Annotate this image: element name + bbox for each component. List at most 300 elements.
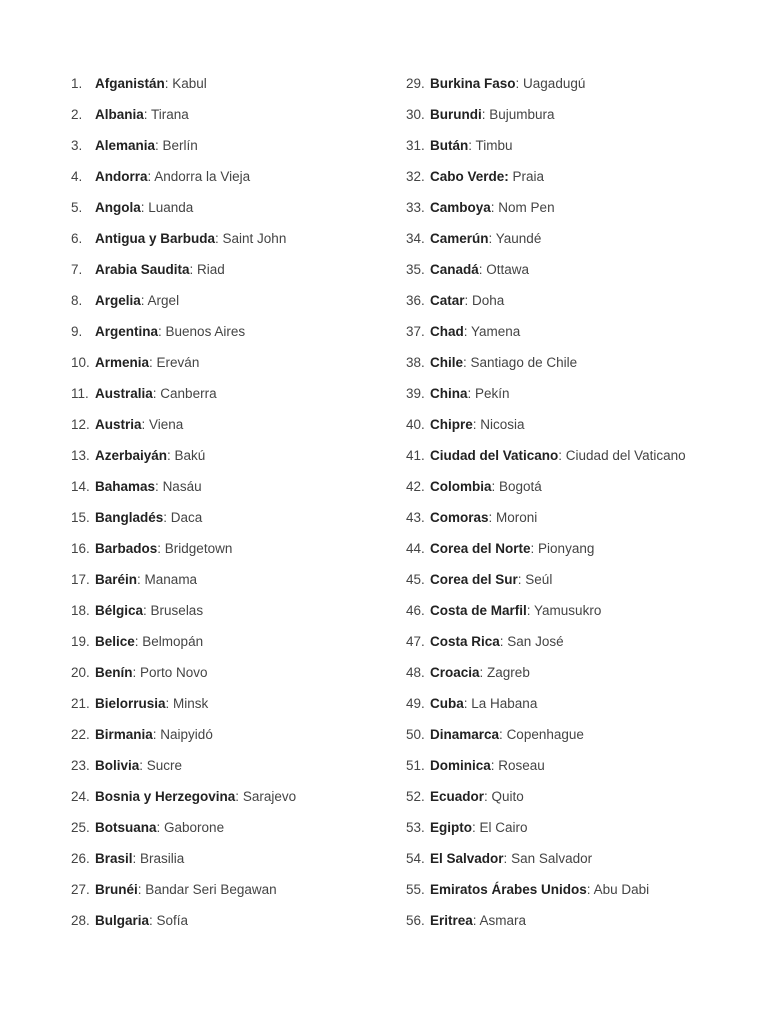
item-number: 31. (406, 138, 425, 153)
capital-name: Saint John (222, 231, 287, 246)
capital-name: Seúl (525, 572, 553, 587)
separator: : (147, 169, 155, 184)
separator: : (463, 324, 472, 339)
country-name: Alemania (95, 138, 156, 153)
item-number: 23. (71, 758, 90, 773)
capital-name: Pionyang (538, 541, 595, 556)
separator: : (586, 882, 594, 897)
separator: : (164, 76, 173, 91)
list-item (71, 414, 391, 445)
list-item (406, 135, 746, 166)
item-text (95, 476, 202, 498)
country-name: Birmania (95, 727, 153, 742)
country-name: Burkina Faso (430, 76, 516, 91)
item-number: 47. (406, 634, 425, 649)
list-item (71, 259, 391, 290)
item-number: 34. (406, 231, 425, 246)
country-list-right (406, 73, 746, 941)
list-item (406, 290, 746, 321)
separator: : (490, 200, 499, 215)
country-name: Angola (95, 200, 141, 215)
separator: : (515, 76, 524, 91)
item-number: 14. (71, 479, 90, 494)
item-number: 24. (71, 789, 90, 804)
capital-name: Moroni (496, 510, 538, 525)
capital-name: Nom Pen (498, 200, 555, 215)
capital-name: Praia (512, 169, 545, 184)
country-name: Bielorrusia (95, 696, 166, 711)
item-text (430, 662, 530, 684)
country-name: Croacia (430, 665, 480, 680)
country-name: Costa de Marfil (430, 603, 527, 618)
capital-name: El Cairo (479, 820, 528, 835)
item-number: 53. (406, 820, 425, 835)
list-item (71, 569, 391, 600)
list-item (71, 538, 391, 569)
separator: : (167, 448, 175, 463)
item-text (95, 879, 277, 901)
capital-name: Riad (197, 262, 225, 277)
item-number: 20. (71, 665, 90, 680)
item-text (430, 755, 545, 777)
capital-name: Copenhague (506, 727, 584, 742)
capital-name: Abu Dabi (593, 882, 650, 897)
list-item (71, 383, 391, 414)
capital-name: Uagadugú (523, 76, 586, 91)
country-name: Brunéi (95, 882, 138, 897)
country-name: Camerún (430, 231, 489, 246)
item-text (95, 569, 197, 591)
item-number: 50. (406, 727, 425, 742)
list-item (71, 662, 391, 693)
list-item (406, 600, 746, 631)
country-name: Chile (430, 355, 464, 370)
capital-name: Ciudad del Vaticano (565, 448, 686, 463)
item-text (95, 662, 208, 684)
item-number: 8. (71, 293, 83, 308)
country-name: Belice (95, 634, 135, 649)
separator: : (468, 138, 476, 153)
separator: : (558, 448, 566, 463)
item-number: 49. (406, 696, 425, 711)
capital-name: Santiago de Chile (470, 355, 578, 370)
country-name: Chipre (430, 417, 473, 432)
separator: : (490, 758, 499, 773)
separator: : (503, 851, 512, 866)
country-name: Botsuana (95, 820, 157, 835)
list-item (406, 321, 746, 352)
list-item (406, 538, 746, 569)
item-number: 52. (406, 789, 425, 804)
item-text (430, 507, 537, 529)
item-number: 19. (71, 634, 90, 649)
capital-name: Manama (144, 572, 198, 587)
separator: : (152, 386, 161, 401)
separator: : (143, 603, 151, 618)
capital-name: Kabul (172, 76, 207, 91)
item-number: 38. (406, 355, 425, 370)
separator: : (464, 293, 473, 308)
capital-name: Canberra (160, 386, 217, 401)
item-text (95, 507, 202, 529)
item-text (430, 228, 541, 250)
item-number: 15. (71, 510, 90, 525)
list-item (71, 290, 391, 321)
separator: : (488, 510, 497, 525)
separator: : (478, 262, 487, 277)
country-name: El Salvador (430, 851, 504, 866)
capital-name: Tirana (151, 107, 189, 122)
item-text (430, 352, 577, 374)
item-text (430, 693, 537, 715)
list-item (71, 910, 391, 941)
item-text (95, 693, 208, 715)
item-text (95, 414, 183, 436)
separator: : (157, 541, 165, 556)
list-item (406, 569, 746, 600)
separator: : (484, 789, 492, 804)
capital-name: Bakú (174, 448, 206, 463)
list-item (406, 693, 746, 724)
separator: : (143, 107, 152, 122)
country-name: Catar (430, 293, 465, 308)
separator: : (132, 851, 141, 866)
separator: : (235, 789, 243, 804)
item-number: 43. (406, 510, 425, 525)
separator: : (141, 417, 150, 432)
item-text (95, 848, 184, 870)
capital-name: Yaundé (495, 231, 542, 246)
list-item (406, 197, 746, 228)
country-name: Benín (95, 665, 133, 680)
country-name: Costa Rica (430, 634, 500, 649)
item-text (430, 135, 513, 157)
country-name: Burundi (430, 107, 482, 122)
item-text (95, 786, 296, 808)
list-item (406, 228, 746, 259)
item-text (95, 445, 205, 467)
item-text (95, 755, 182, 777)
country-name: Argelia (95, 293, 141, 308)
item-number: 13. (71, 448, 90, 463)
separator: : (140, 200, 149, 215)
separator: : (132, 665, 141, 680)
country-name: Austria (95, 417, 142, 432)
country-name: Camboya (430, 200, 491, 215)
country-name: Albania (95, 107, 144, 122)
item-text (430, 600, 601, 622)
item-number: 29. (406, 76, 425, 91)
item-text (95, 321, 245, 343)
separator: : (472, 417, 481, 432)
country-name: Azerbaiyán (95, 448, 168, 463)
country-name: Egipto (430, 820, 472, 835)
separator: : (215, 231, 223, 246)
separator: : (491, 479, 500, 494)
list-item (71, 755, 391, 786)
separator: : (472, 913, 480, 928)
country-list-left (71, 73, 391, 941)
list-item (406, 352, 746, 383)
item-number: 16. (71, 541, 90, 556)
item-number: 36. (406, 293, 425, 308)
list-item (406, 445, 746, 476)
item-text (430, 476, 542, 498)
country-name: Australia (95, 386, 153, 401)
country-name: Canadá (430, 262, 479, 277)
item-number: 37. (406, 324, 425, 339)
list-item (71, 507, 391, 538)
capital-name: Bujumbura (489, 107, 555, 122)
country-name: Corea del Sur (430, 572, 518, 587)
country-name: Cuba (430, 696, 464, 711)
capital-name: Buenos Aires (165, 324, 246, 339)
item-text (95, 73, 207, 95)
item-text (430, 631, 564, 653)
list-item (406, 507, 746, 538)
capital-name: Yamena (471, 324, 521, 339)
item-text (95, 910, 188, 932)
separator: : (463, 355, 471, 370)
item-number: 17. (71, 572, 90, 587)
capital-name: San José (507, 634, 564, 649)
list-item (406, 817, 746, 848)
item-number: 25. (71, 820, 90, 835)
country-name: Brasil (95, 851, 133, 866)
country-name: Bélgica (95, 603, 144, 618)
item-number: 54. (406, 851, 425, 866)
separator: : (140, 293, 148, 308)
item-text (430, 383, 510, 405)
item-number: 21. (71, 696, 90, 711)
country-name: Dominica (430, 758, 491, 773)
country-name: Andorra (95, 169, 148, 184)
separator: : (137, 882, 146, 897)
item-text (430, 786, 524, 808)
item-number: 5. (71, 200, 83, 215)
capital-name: Bandar Seri Begawan (145, 882, 277, 897)
list-item (71, 879, 391, 910)
item-text (430, 104, 555, 126)
separator: : (152, 727, 161, 742)
separator: : (467, 386, 476, 401)
list-item (71, 321, 391, 352)
list-item (406, 73, 746, 104)
capital-name: Asmara (479, 913, 527, 928)
list-item (71, 848, 391, 879)
separator: : (189, 262, 198, 277)
item-number: 42. (406, 479, 425, 494)
list-item (406, 476, 746, 507)
country-name: China (430, 386, 468, 401)
item-number: 10. (71, 355, 90, 370)
list-item (71, 786, 391, 817)
item-text (430, 817, 528, 839)
country-name: Baréin (95, 572, 138, 587)
separator: : (137, 572, 145, 587)
item-text (430, 848, 592, 870)
list-item (71, 445, 391, 476)
capital-name: Ereván (156, 355, 200, 370)
item-text (95, 538, 232, 560)
country-name: Armenia (95, 355, 150, 370)
separator: : (517, 572, 526, 587)
country-name: Cabo Verde: (430, 169, 509, 184)
item-number: 18. (71, 603, 90, 618)
separator: : (165, 696, 174, 711)
item-number: 30. (406, 107, 425, 122)
item-text (95, 135, 198, 157)
item-number: 1. (71, 76, 83, 91)
country-name: Comoras (430, 510, 489, 525)
capital-name: Argel (147, 293, 180, 308)
country-name: Barbados (95, 541, 158, 556)
item-text (95, 724, 213, 746)
capital-name: Nasáu (162, 479, 202, 494)
item-number: 6. (71, 231, 83, 246)
list-item (71, 631, 391, 662)
item-number: 22. (71, 727, 90, 742)
country-name: Afganistán (95, 76, 165, 91)
capital-name: Doha (472, 293, 505, 308)
item-text (95, 600, 203, 622)
item-number: 46. (406, 603, 425, 618)
list-item (406, 631, 746, 662)
country-name: Ecuador (430, 789, 485, 804)
item-text (95, 817, 224, 839)
capital-name: Berlín (162, 138, 198, 153)
item-number: 51. (406, 758, 425, 773)
capital-name: Quito (491, 789, 524, 804)
item-number: 45. (406, 572, 425, 587)
list-item (406, 414, 746, 445)
capital-name: Timbu (475, 138, 513, 153)
country-name: Corea del Norte (430, 541, 531, 556)
item-number: 48. (406, 665, 425, 680)
capital-name: Yamusukro (534, 603, 602, 618)
item-text (430, 73, 585, 95)
separator: : (499, 727, 507, 742)
list-item (406, 724, 746, 755)
separator: : (156, 820, 165, 835)
item-number: 27. (71, 882, 90, 897)
separator: : (149, 913, 157, 928)
item-text (95, 290, 179, 312)
country-name: Ciudad del Vaticano (430, 448, 559, 463)
separator: : (134, 634, 143, 649)
capital-name: Minsk (173, 696, 209, 711)
capital-name: Brasilia (140, 851, 185, 866)
capital-name: Zagreb (487, 665, 530, 680)
country-name: Bangladés (95, 510, 164, 525)
item-number: 39. (406, 386, 425, 401)
separator: : (481, 107, 490, 122)
country-name: Colombia (430, 479, 492, 494)
list-item (406, 662, 746, 693)
country-name: Bosnia y Herzegovina (95, 789, 236, 804)
item-text (430, 414, 525, 436)
item-number: 35. (406, 262, 425, 277)
list-item (71, 104, 391, 135)
item-text (430, 321, 520, 343)
list-item (406, 259, 746, 290)
list-item (406, 910, 746, 941)
list-item (406, 755, 746, 786)
capital-name: Belmopán (142, 634, 204, 649)
item-text (95, 259, 225, 281)
capital-name: Pekín (475, 386, 510, 401)
item-number: 11. (71, 386, 89, 401)
capital-name: Nicosia (480, 417, 525, 432)
item-text (430, 290, 504, 312)
separator: : (479, 665, 488, 680)
country-name: Bután (430, 138, 469, 153)
item-text (430, 445, 686, 467)
list-item (406, 383, 746, 414)
item-number: 4. (71, 169, 83, 184)
country-name: Bulgaria (95, 913, 150, 928)
item-number: 33. (406, 200, 425, 215)
item-text (430, 879, 649, 901)
item-number: 44. (406, 541, 425, 556)
item-text (430, 197, 555, 219)
item-number: 41. (406, 448, 425, 463)
separator: : (472, 820, 480, 835)
separator: : (158, 324, 166, 339)
item-text (95, 104, 189, 126)
capital-name: Sucre (146, 758, 183, 773)
item-text (430, 259, 529, 281)
country-name: Chad (430, 324, 464, 339)
item-text (95, 352, 199, 374)
list-item (71, 352, 391, 383)
separator: : (530, 541, 539, 556)
list-item (71, 476, 391, 507)
country-name: Argentina (95, 324, 159, 339)
country-name: Bolivia (95, 758, 140, 773)
country-name: Emiratos Árabes Unidos (430, 882, 587, 897)
separator: : (163, 510, 171, 525)
list-item (71, 166, 391, 197)
country-name: Bahamas (95, 479, 156, 494)
capital-name: La Habana (471, 696, 538, 711)
separator: : (149, 355, 157, 370)
item-number: 55. (406, 882, 425, 897)
capital-name: Ottawa (486, 262, 530, 277)
item-number: 40. (406, 417, 425, 432)
item-number: 3. (71, 138, 83, 153)
item-number: 32. (406, 169, 425, 184)
item-number: 7. (71, 262, 83, 277)
separator: : (139, 758, 147, 773)
capital-name: Roseau (498, 758, 545, 773)
capital-name: San Salvador (511, 851, 593, 866)
item-text (430, 569, 552, 591)
item-number: 28. (71, 913, 90, 928)
list-item (406, 104, 746, 135)
capital-name: Sofía (156, 913, 189, 928)
country-name: Dinamarca (430, 727, 500, 742)
capital-name: Sarajevo (242, 789, 297, 804)
item-number: 9. (71, 324, 83, 339)
list-item (406, 166, 746, 197)
country-name: Antigua y Barbuda (95, 231, 216, 246)
separator: : (463, 696, 472, 711)
item-text (95, 631, 203, 653)
list-item (406, 848, 746, 879)
list-item (71, 73, 391, 104)
capital-name: Andorra la Vieja (154, 169, 251, 184)
